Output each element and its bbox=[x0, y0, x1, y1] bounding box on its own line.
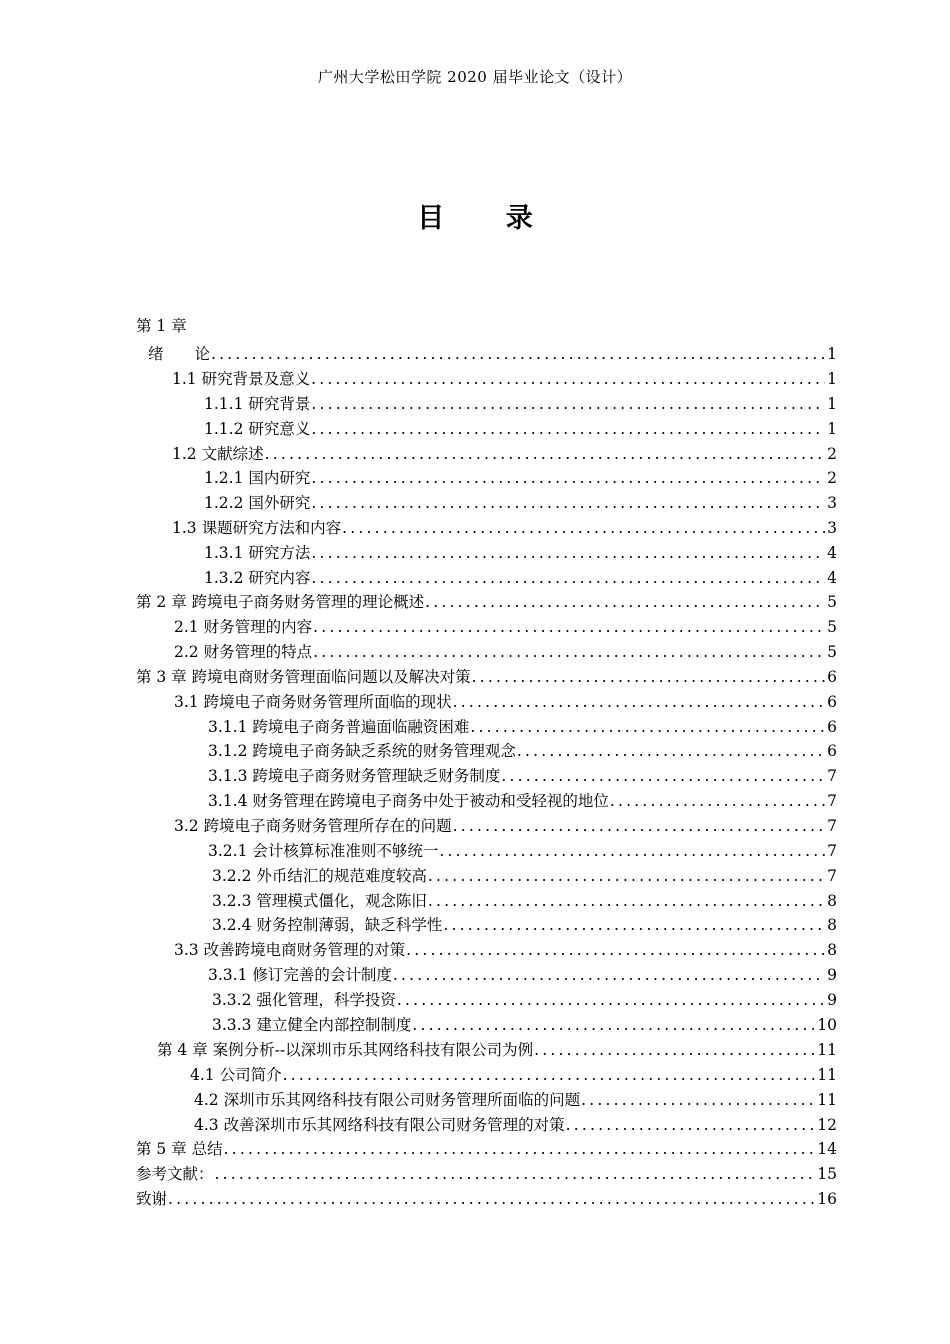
toc-entry[interactable] bbox=[172, 365, 837, 389]
toc-entry[interactable] bbox=[174, 688, 837, 712]
toc-leader bbox=[516, 741, 825, 761]
toc-label: 第 5 章 总结 bbox=[136, 1140, 223, 1158]
toc-label: 3.3.2 强化管理，科学投资 bbox=[212, 991, 396, 1009]
toc-leader bbox=[310, 493, 825, 513]
toc-entry[interactable] bbox=[208, 737, 837, 761]
toc-entry[interactable] bbox=[136, 1135, 837, 1159]
toc-label: 3.1.2 跨境电子商务缺乏系统的财务管理观念 bbox=[208, 742, 516, 760]
toc-label: 2.1 财务管理的内容 bbox=[174, 618, 313, 636]
toc-leader bbox=[452, 816, 826, 836]
toc-label: 4.3 改善深圳市乐其网络科技有限公司财务管理的对策 bbox=[194, 1116, 565, 1134]
page-title: 目 录 bbox=[417, 203, 559, 234]
toc-page-number: 7 bbox=[827, 767, 837, 785]
toc-leader bbox=[310, 369, 825, 389]
toc-leader bbox=[533, 1040, 815, 1060]
toc-entry[interactable] bbox=[136, 588, 837, 612]
toc-leader bbox=[609, 791, 825, 811]
toc-page-number: 6 bbox=[827, 693, 837, 711]
toc-page-number: 11 bbox=[817, 1066, 837, 1084]
toc-page-number: 6 bbox=[827, 668, 837, 686]
toc-page-number: 11 bbox=[817, 1041, 837, 1059]
toc-leader bbox=[424, 592, 825, 612]
toc-page-number: 16 bbox=[817, 1190, 837, 1208]
toc-entry[interactable] bbox=[190, 1061, 837, 1085]
toc-page-number: 9 bbox=[827, 966, 837, 984]
toc-label: 3.2 跨境电子商务财务管理所存在的问题 bbox=[174, 817, 452, 835]
toc-entry[interactable] bbox=[174, 936, 837, 960]
toc-label: 3.2.4 财务控制薄弱，缺乏科学性 bbox=[212, 916, 443, 934]
toc-label: 第 4 章 案例分析--以深圳市乐其网络科技有限公司为例 bbox=[157, 1041, 534, 1059]
toc-page-number: 8 bbox=[827, 916, 837, 934]
toc-page-number: 9 bbox=[827, 991, 837, 1009]
toc-leader bbox=[210, 344, 825, 364]
toc-label: 1.3.2 研究内容 bbox=[204, 569, 311, 587]
toc-leader bbox=[310, 543, 825, 563]
toc-entry[interactable] bbox=[208, 713, 837, 737]
toc-page-number: 5 bbox=[827, 593, 837, 611]
toc-page-number: 3 bbox=[827, 519, 837, 537]
toc-label: 3.2.1 会计核算标准准则不够统一 bbox=[208, 842, 439, 860]
toc-leader bbox=[565, 1115, 816, 1135]
toc-label: 参考文献： bbox=[136, 1165, 214, 1183]
toc-page-number: 3 bbox=[827, 494, 837, 512]
toc-page-number: 15 bbox=[817, 1165, 837, 1183]
toc-page-number: 6 bbox=[827, 718, 837, 736]
toc-page-number: 5 bbox=[827, 643, 837, 661]
toc-page-number: 2 bbox=[827, 469, 837, 487]
toc-leader bbox=[500, 766, 825, 786]
toc-label: 4.1 公司简介 bbox=[190, 1066, 282, 1084]
toc-label: 3.1.4 财务管理在跨境电子商务中处于被动和受轻视的地位 bbox=[208, 792, 609, 810]
toc-leader bbox=[341, 518, 825, 538]
toc-label: 第 2 章 跨境电子商务财务管理的理论概述 bbox=[136, 593, 425, 611]
toc-leader bbox=[282, 1065, 816, 1085]
toc-page-number: 7 bbox=[827, 817, 837, 835]
toc-leader bbox=[427, 866, 825, 886]
toc-entry[interactable] bbox=[204, 539, 837, 563]
toc-leader bbox=[310, 468, 825, 488]
toc-leader bbox=[392, 965, 825, 985]
toc-label: 3.1.3 跨境电子商务财务管理缺乏财务制度 bbox=[208, 767, 501, 785]
toc-leader bbox=[411, 1015, 815, 1035]
toc-entry[interactable] bbox=[212, 1011, 837, 1035]
toc-page-number: 11 bbox=[817, 1091, 837, 1109]
toc-leader bbox=[214, 1164, 816, 1184]
toc-entry[interactable] bbox=[204, 489, 837, 513]
toc-leader bbox=[438, 841, 825, 861]
toc-entry[interactable] bbox=[212, 887, 837, 911]
toc-leader bbox=[167, 1189, 815, 1209]
toc-label: 3.1 跨境电子商务财务管理所面临的现状 bbox=[174, 693, 452, 711]
toc-page-number: 1 bbox=[827, 370, 837, 388]
toc-entry[interactable] bbox=[174, 812, 837, 836]
toc-label: 第 1 章 bbox=[136, 317, 187, 335]
toc-page-number: 8 bbox=[827, 941, 837, 959]
toc-entry[interactable] bbox=[136, 663, 837, 687]
toc-page-number: 7 bbox=[827, 842, 837, 860]
toc-page-number: 1 bbox=[827, 420, 837, 438]
toc-label: 3.3.3 建立健全内部控制制度 bbox=[212, 1016, 412, 1034]
toc-leader bbox=[310, 419, 825, 439]
toc-label: 1.3.1 研究方法 bbox=[204, 544, 311, 562]
toc-label: 3.2.3 管理模式僵化，观念陈旧 bbox=[212, 892, 427, 910]
toc-entry[interactable] bbox=[208, 837, 837, 861]
toc-leader bbox=[405, 940, 825, 960]
toc-leader bbox=[312, 642, 825, 662]
toc-entry[interactable] bbox=[204, 390, 837, 414]
toc-leader bbox=[452, 692, 826, 712]
toc-label: 1.1 研究背景及意义 bbox=[172, 370, 311, 388]
toc-entry[interactable] bbox=[212, 986, 837, 1010]
toc-label: 3.1.1 跨境电子商务普遍面临融资困难 bbox=[208, 718, 470, 736]
toc-label: 致谢 bbox=[136, 1190, 168, 1208]
toc-page-number: 6 bbox=[827, 742, 837, 760]
toc-label: 1.2 文献综述 bbox=[172, 445, 264, 463]
toc-entry[interactable] bbox=[172, 440, 837, 464]
toc-entry[interactable] bbox=[194, 1111, 837, 1135]
toc-leader bbox=[442, 915, 825, 935]
toc-leader bbox=[471, 667, 825, 687]
toc-page-number: 7 bbox=[827, 792, 837, 810]
toc-page-number: 1 bbox=[827, 395, 837, 413]
toc-entry[interactable] bbox=[174, 638, 837, 662]
toc-entry[interactable] bbox=[212, 862, 837, 886]
toc-leader bbox=[310, 568, 825, 588]
toc-label: 1.3 课题研究方法和内容 bbox=[172, 519, 342, 537]
toc-page-number: 7 bbox=[827, 867, 837, 885]
toc-leader bbox=[223, 1139, 816, 1159]
toc-page-number: 4 bbox=[827, 544, 837, 562]
toc-entry[interactable] bbox=[148, 340, 837, 364]
toc-leader bbox=[396, 990, 825, 1010]
toc-page-number: 10 bbox=[817, 1016, 837, 1034]
toc-page-number: 8 bbox=[827, 892, 837, 910]
toc-entry[interactable] bbox=[204, 464, 837, 488]
toc-page-number: 1 bbox=[827, 345, 837, 363]
page-header: 广州大学松田学院 2020 届毕业论文（设计） bbox=[317, 68, 633, 86]
toc-page-number: 14 bbox=[817, 1140, 837, 1158]
toc-chapter-1-heading[interactable] bbox=[136, 316, 187, 340]
toc-page-number: 5 bbox=[827, 618, 837, 636]
toc-page-number: 4 bbox=[827, 569, 837, 587]
toc-entry[interactable] bbox=[136, 1160, 837, 1184]
toc-entry[interactable] bbox=[136, 1185, 837, 1209]
toc-page-number: 2 bbox=[827, 445, 837, 463]
toc-leader bbox=[264, 444, 826, 464]
toc-label: 1.2.2 国外研究 bbox=[204, 494, 311, 512]
toc-label: 第 3 章 跨境电商财务管理面临问题以及解决对策 bbox=[136, 668, 471, 686]
toc-entry[interactable] bbox=[204, 564, 837, 588]
toc-label: 1.1.2 研究意义 bbox=[204, 420, 311, 438]
toc-entry[interactable] bbox=[157, 1036, 837, 1060]
toc-label: 3.3.1 修订完善的会计制度 bbox=[208, 966, 392, 984]
toc-label: 1.2.1 国内研究 bbox=[204, 469, 311, 487]
toc-leader bbox=[580, 1090, 815, 1110]
toc-page-number: 12 bbox=[817, 1116, 837, 1134]
toc-entry[interactable] bbox=[212, 911, 837, 935]
toc-entry[interactable] bbox=[208, 961, 837, 985]
toc-entry[interactable] bbox=[208, 787, 837, 811]
toc-entry[interactable] bbox=[204, 415, 837, 439]
toc-label: 3.3 改善跨境电商财务管理的对策 bbox=[174, 941, 406, 959]
toc-label: 4.2 深圳市乐其网络科技有限公司财务管理所面临的问题 bbox=[194, 1091, 581, 1109]
toc-label: 1.1.1 研究背景 bbox=[204, 395, 311, 413]
toc-entry[interactable] bbox=[172, 514, 837, 538]
toc-leader bbox=[312, 617, 825, 637]
toc-leader bbox=[427, 891, 825, 911]
toc-entry[interactable] bbox=[174, 613, 837, 637]
toc-label: 3.2.2 外币结汇的规范难度较高 bbox=[212, 867, 427, 885]
toc-entry[interactable] bbox=[194, 1086, 837, 1110]
toc-label: 绪 论 bbox=[148, 345, 211, 363]
toc-entry[interactable] bbox=[208, 762, 837, 786]
toc-leader bbox=[469, 717, 825, 737]
toc-leader bbox=[310, 394, 825, 414]
toc-label: 2.2 财务管理的特点 bbox=[174, 643, 313, 661]
